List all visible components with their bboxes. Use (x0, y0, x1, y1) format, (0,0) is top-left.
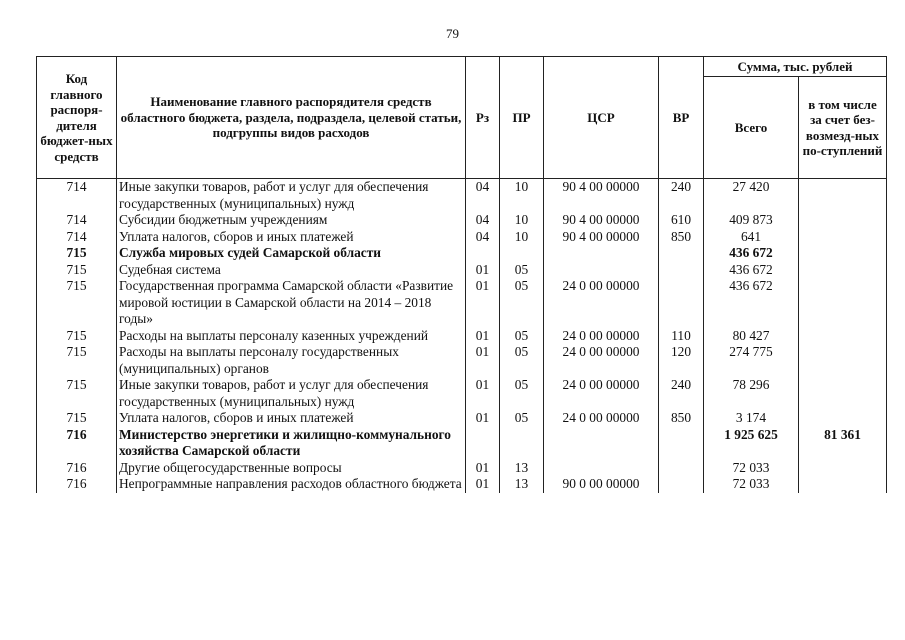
cell-name: Иные закупки товаров, работ и услуг для обеспечения государственных (муниципальных) нужд (117, 179, 466, 213)
header-free: в том числе за счет без-возмезд-ных по-ступлений (799, 77, 887, 179)
cell-rz: 01 (466, 377, 500, 410)
cell-total: 3 174 (704, 410, 799, 427)
cell-vr (659, 427, 704, 460)
cell-rz: 01 (466, 278, 500, 328)
cell-name: Уплата налогов, сборов и иных платежей (117, 410, 466, 427)
cell-csr: 24 0 00 00000 (544, 377, 659, 410)
cell-name: Расходы на выплаты персоналу государственных (муниципальных) органов (117, 344, 466, 377)
header-pr: ПР (500, 57, 544, 179)
cell-free (799, 410, 887, 427)
cell-rz: 01 (466, 476, 500, 493)
cell-free (799, 262, 887, 279)
table-row (37, 278, 887, 328)
cell-pr: 10 (500, 212, 544, 229)
cell-total: 409 873 (704, 212, 799, 229)
cell-code: 715 (37, 377, 117, 410)
cell-code: 715 (37, 410, 117, 427)
table-row (37, 476, 887, 493)
cell-pr: 05 (500, 328, 544, 345)
cell-csr: 24 0 00 00000 (544, 278, 659, 328)
page-number: 79 (446, 26, 459, 41)
cell-pr: 10 (500, 179, 544, 213)
header-vr: ВР (659, 57, 704, 179)
cell-code: 715 (37, 245, 117, 262)
cell-pr: 13 (500, 476, 544, 493)
table-row (37, 212, 887, 229)
cell-vr: 120 (659, 344, 704, 377)
cell-pr: 10 (500, 229, 544, 246)
cell-pr (500, 427, 544, 460)
cell-rz: 01 (466, 410, 500, 427)
cell-vr: 240 (659, 377, 704, 410)
cell-name: Служба мировых судей Самарской области (117, 245, 466, 262)
cell-rz: 01 (466, 344, 500, 377)
header-rz: Рз (466, 57, 500, 179)
table-row (37, 262, 887, 279)
cell-total: 80 427 (704, 328, 799, 345)
cell-free: 81 361 (799, 427, 887, 460)
cell-csr (544, 245, 659, 262)
table-row (37, 460, 887, 477)
cell-free (799, 229, 887, 246)
cell-vr: 240 (659, 179, 704, 213)
cell-rz: 04 (466, 179, 500, 213)
cell-total: 27 420 (704, 179, 799, 213)
cell-csr (544, 427, 659, 460)
cell-free (799, 278, 887, 328)
cell-vr (659, 262, 704, 279)
cell-pr: 05 (500, 410, 544, 427)
table-row (37, 245, 887, 262)
cell-code: 716 (37, 427, 117, 460)
cell-code: 714 (37, 229, 117, 246)
cell-free (799, 328, 887, 345)
cell-csr: 90 4 00 00000 (544, 179, 659, 213)
cell-name: Государственная программа Самарской области «Развитие мировой юстиции в Самарской области на 2014 – 2018 годы» (117, 278, 466, 328)
cell-free (799, 344, 887, 377)
cell-code: 716 (37, 460, 117, 477)
cell-csr: 24 0 00 00000 (544, 328, 659, 345)
cell-total: 1 925 625 (704, 427, 799, 460)
cell-code: 715 (37, 328, 117, 345)
cell-name: Непрограммные направления расходов областного бюджета (117, 476, 466, 493)
header-csr: ЦСР (544, 57, 659, 179)
cell-csr: 90 4 00 00000 (544, 229, 659, 246)
header-total: Всего (704, 77, 799, 179)
cell-name: Уплата налогов, сборов и иных платежей (117, 229, 466, 246)
cell-free (799, 460, 887, 477)
table-row (37, 344, 887, 377)
cell-pr: 05 (500, 262, 544, 279)
cell-name: Другие общегосударственные вопросы (117, 460, 466, 477)
table-row (37, 229, 887, 246)
cell-free (799, 245, 887, 262)
table-row (37, 179, 887, 213)
cell-total: 641 (704, 229, 799, 246)
cell-pr: 13 (500, 460, 544, 477)
cell-free (799, 377, 887, 410)
cell-pr: 05 (500, 377, 544, 410)
cell-total: 274 775 (704, 344, 799, 377)
cell-csr: 90 0 00 00000 (544, 476, 659, 493)
cell-pr: 05 (500, 344, 544, 377)
cell-code: 714 (37, 212, 117, 229)
cell-csr (544, 262, 659, 279)
cell-free (799, 476, 887, 493)
cell-rz: 04 (466, 229, 500, 246)
cell-name: Судебная система (117, 262, 466, 279)
cell-rz (466, 245, 500, 262)
cell-rz: 01 (466, 262, 500, 279)
header-code: Код главного распоря-дителя бюджет-ных средств (37, 57, 117, 179)
cell-name: Субсидии бюджетным учреждениям (117, 212, 466, 229)
cell-csr (544, 460, 659, 477)
cell-vr: 610 (659, 212, 704, 229)
budget-table (36, 56, 887, 493)
cell-total: 78 296 (704, 377, 799, 410)
cell-vr (659, 476, 704, 493)
cell-free (799, 179, 887, 213)
table-row (37, 410, 887, 427)
cell-pr (500, 245, 544, 262)
table-row (37, 427, 887, 460)
cell-vr (659, 460, 704, 477)
cell-csr: 24 0 00 00000 (544, 344, 659, 377)
table-header (37, 57, 887, 179)
cell-total: 436 672 (704, 245, 799, 262)
cell-vr: 850 (659, 229, 704, 246)
cell-total: 436 672 (704, 278, 799, 328)
cell-name: Министерство энергетики и жилищно-коммунального хозяйства Самарской области (117, 427, 466, 460)
cell-code: 715 (37, 278, 117, 328)
cell-code: 715 (37, 344, 117, 377)
cell-total: 72 033 (704, 460, 799, 477)
cell-vr: 850 (659, 410, 704, 427)
cell-rz: 01 (466, 460, 500, 477)
cell-name: Иные закупки товаров, работ и услуг для обеспечения государственных (муниципальных) нужд (117, 377, 466, 410)
header-name: Наименование главного распорядителя средств областного бюджета, раздела, подраздела, целевой статьи, подгруппы видов расходов (117, 57, 466, 179)
cell-vr (659, 278, 704, 328)
cell-rz (466, 427, 500, 460)
cell-name: Расходы на выплаты персоналу казенных учреждений (117, 328, 466, 345)
cell-code: 716 (37, 476, 117, 493)
header-sum: Сумма, тыс. рублей (704, 57, 887, 77)
cell-vr (659, 245, 704, 262)
cell-csr: 90 4 00 00000 (544, 212, 659, 229)
cell-rz: 04 (466, 212, 500, 229)
cell-total: 72 033 (704, 476, 799, 493)
cell-pr: 05 (500, 278, 544, 328)
table-row (37, 328, 887, 345)
cell-rz: 01 (466, 328, 500, 345)
cell-vr: 110 (659, 328, 704, 345)
cell-code: 714 (37, 179, 117, 213)
cell-free (799, 212, 887, 229)
table-body (37, 179, 887, 493)
table-row (37, 377, 887, 410)
cell-code: 715 (37, 262, 117, 279)
cell-total: 436 672 (704, 262, 799, 279)
cell-csr: 24 0 00 00000 (544, 410, 659, 427)
